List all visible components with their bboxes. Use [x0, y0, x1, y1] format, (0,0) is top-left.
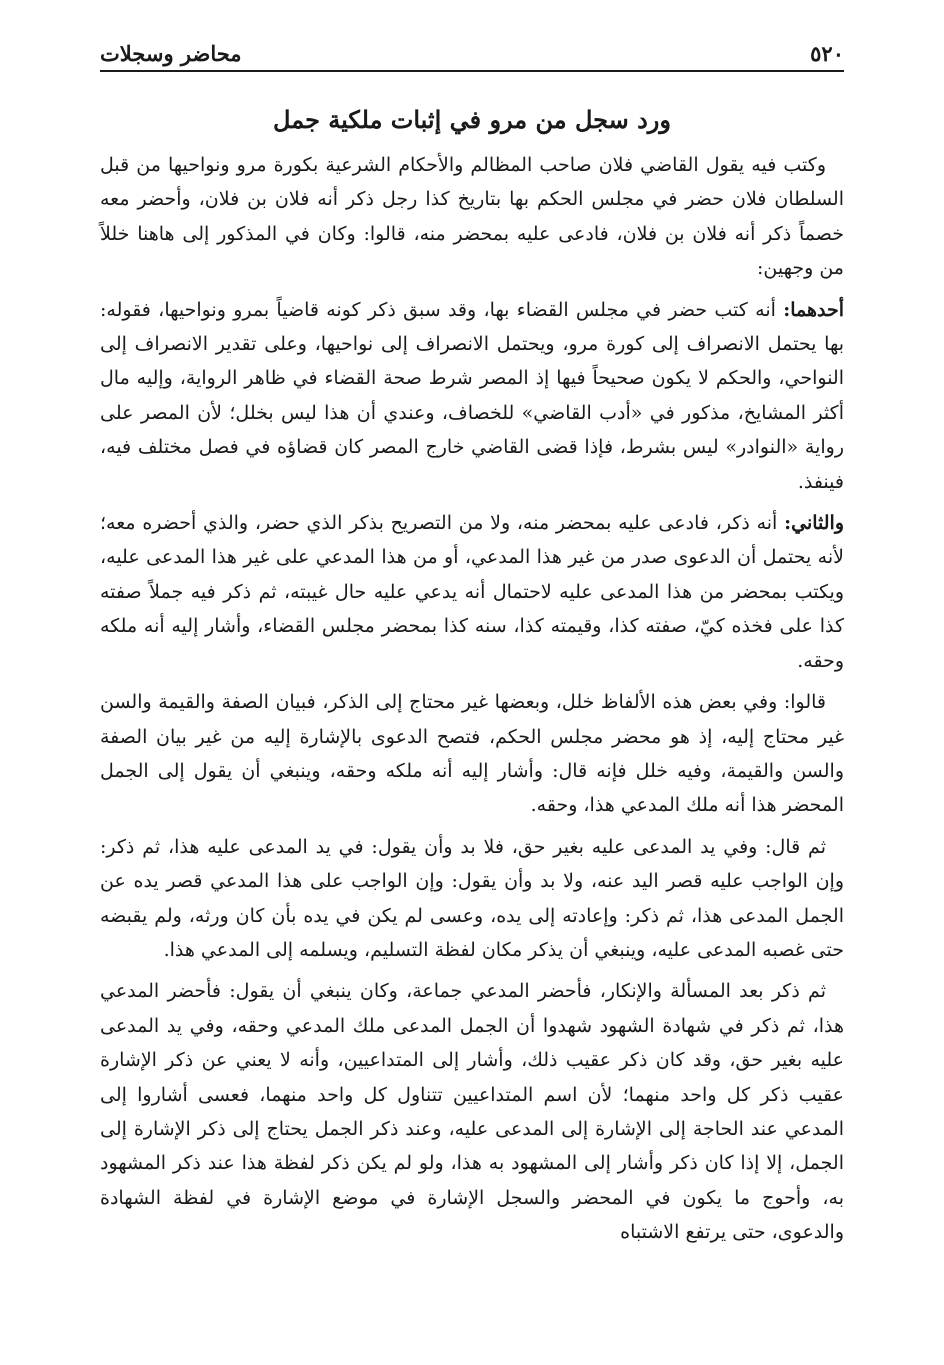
paragraph-text: ثم قال: وفي يد المدعى عليه بغير حق، فلا بد وأن يقول: في يد المدعى عليه هذا، ثم ذكر: وإن الواجب عليه قصر اليد عنه، ولا بد وأن يقول: وإن الواجب على هذا المدعي قصر يده عن الجمل المدعى هذا، ثم ذكر: وإعادته إلى يده، وعسى لم يكن في يده بأن كان ورثه، ولم يقبضه حتى غصبه المدعى عليه، وينبغي أن يذكر مكان لفظة التسليم، ويسلمه إلى المدعي هذا. [100, 835, 844, 961]
paragraph-text: قالوا: وفي بعض هذه الألفاظ خلل، وبعضها غير محتاج إلى الذكر، فبيان الصفة والقيمة والسن غير محتاج إليه، إذ هو محضر مجلس الحكم، فتصح الدعوى بالإشارة إليه من غير بيان الصفة والسن والقيمة، وفيه خلل فإنه قال: وأشار إليه أنه ملكه وحقه، وينبغي أن يقول إلى الجمل المحضر هذا أنه ملك المدعي هذا، وحقه. [100, 691, 844, 817]
paragraph-text: أنه ذكر، فادعى عليه بمحضر منه، ولا من التصريح بذكر الذي حضر، والذي أحضره معه؛ لأنه يحتمل أن الدعوى صدر من غير هذا المدعي، أو من هذا المدعي على غير هذا المدعى عليه، ويكتب بمحضر من هذا المدعى عليه لاحتمال أنه يدعي عليه حال غيبته، ثم ذكر فيه جملاً صفته كذا على فخذه كيّ، صفته كذا، وقيمته كذا، سنه كذا بمحضر مجلس القضاء، وأشار إليه أنه ملكه وحقه. [100, 512, 844, 672]
paragraph-text: وكتب فيه يقول القاضي فلان صاحب المظالم والأحكام الشرعية بكورة مرو ونواحيها من قبل السلطان فلان حضر في مجلس الحكم بها بتاريخ كذا رجل ذكر أنه فلان بن فلان، وأحضر معه خصماً ذكر أنه فلان بن فلان، فادعى عليه بمحضر منه، قالوا: وكان في المذكور إلى هاهنا خللاً من وجهين: [100, 154, 844, 280]
paragraph-lead: والثاني: [784, 512, 844, 535]
page-number: ٥٢٠ [810, 41, 844, 66]
paragraph-text: ثم ذكر بعد المسألة والإنكار، فأحضر المدعي جماعة، وكان ينبغي أن يقول: فأحضر المدعي هذا، ثم ذكر في شهادة الشهود شهدوا أن الجمل المدعى ملك المدعي وحقه، وفي يد المدعى عليه بغير حق، وقد كان ذكر عقيب ذلك، وأشار إلى المتداعيين، وأنه لا يعني عن ذكر الإشارة عقيب ذكر كل واحد منهما؛ لأن اسم المتداعيين تتناول كل واحد منهما، فعسى أشاروا إلى المدعي عند الحاجة إلى الإشارة إلى المدعى عليه، وعند ذكر الجمل يحتاج إلى ذكر الإشارة إلى الجمل، إلا إذا كان ذكر وأشار إلى المشهود به هذا، ولو لم يكن ذكر لفظة هذا عند ذكر المشهود به، وأحوج ما يكون في المحضر والسجل الإشارة في موضع الإشارة في لفظة الشهادة والدعوى، حتى يرتفع الاشتباه [100, 980, 844, 1244]
paragraph-lead: أحدهما: [783, 298, 844, 321]
section-heading: ورد سجل من مرو في إثبات ملكية جمل [273, 105, 671, 134]
paragraph [100, 830, 844, 968]
paragraph [100, 293, 844, 499]
running-head [100, 28, 844, 64]
paragraph-text: أنه كتب حضر في مجلس القضاء بها، وقد سبق ذكر كونه قاضياً بمرو ونواحيها، فقوله: بها يحتمل الانصراف إلى كورة مرو، ويحتمل الانصراف إلى نواحيها، وعلى تقدير الانصراف إلى النواحي، والحكم لا يكون صحيحاً فيها إذ المصر شرط صحة القضاء في ظاهر الرواية، وإليه مال أكثر المشايخ، مذكور في «أدب القاضي» للخصاف، وعندي أن هذا ليس بخلل؛ لأن المصر على رواية «النوادر» ليس بشرط، فإذا قضى القاضي خارج المصر كان قضاؤه في فصل مختلف فيه، فينفذ. [100, 298, 844, 493]
body-text [100, 148, 844, 1257]
paragraph [100, 685, 844, 823]
running-title: محاضر وسجلات [100, 41, 242, 66]
paragraph [100, 974, 844, 1249]
paragraph [100, 148, 844, 286]
paragraph [100, 506, 844, 678]
header-rule [100, 70, 844, 72]
